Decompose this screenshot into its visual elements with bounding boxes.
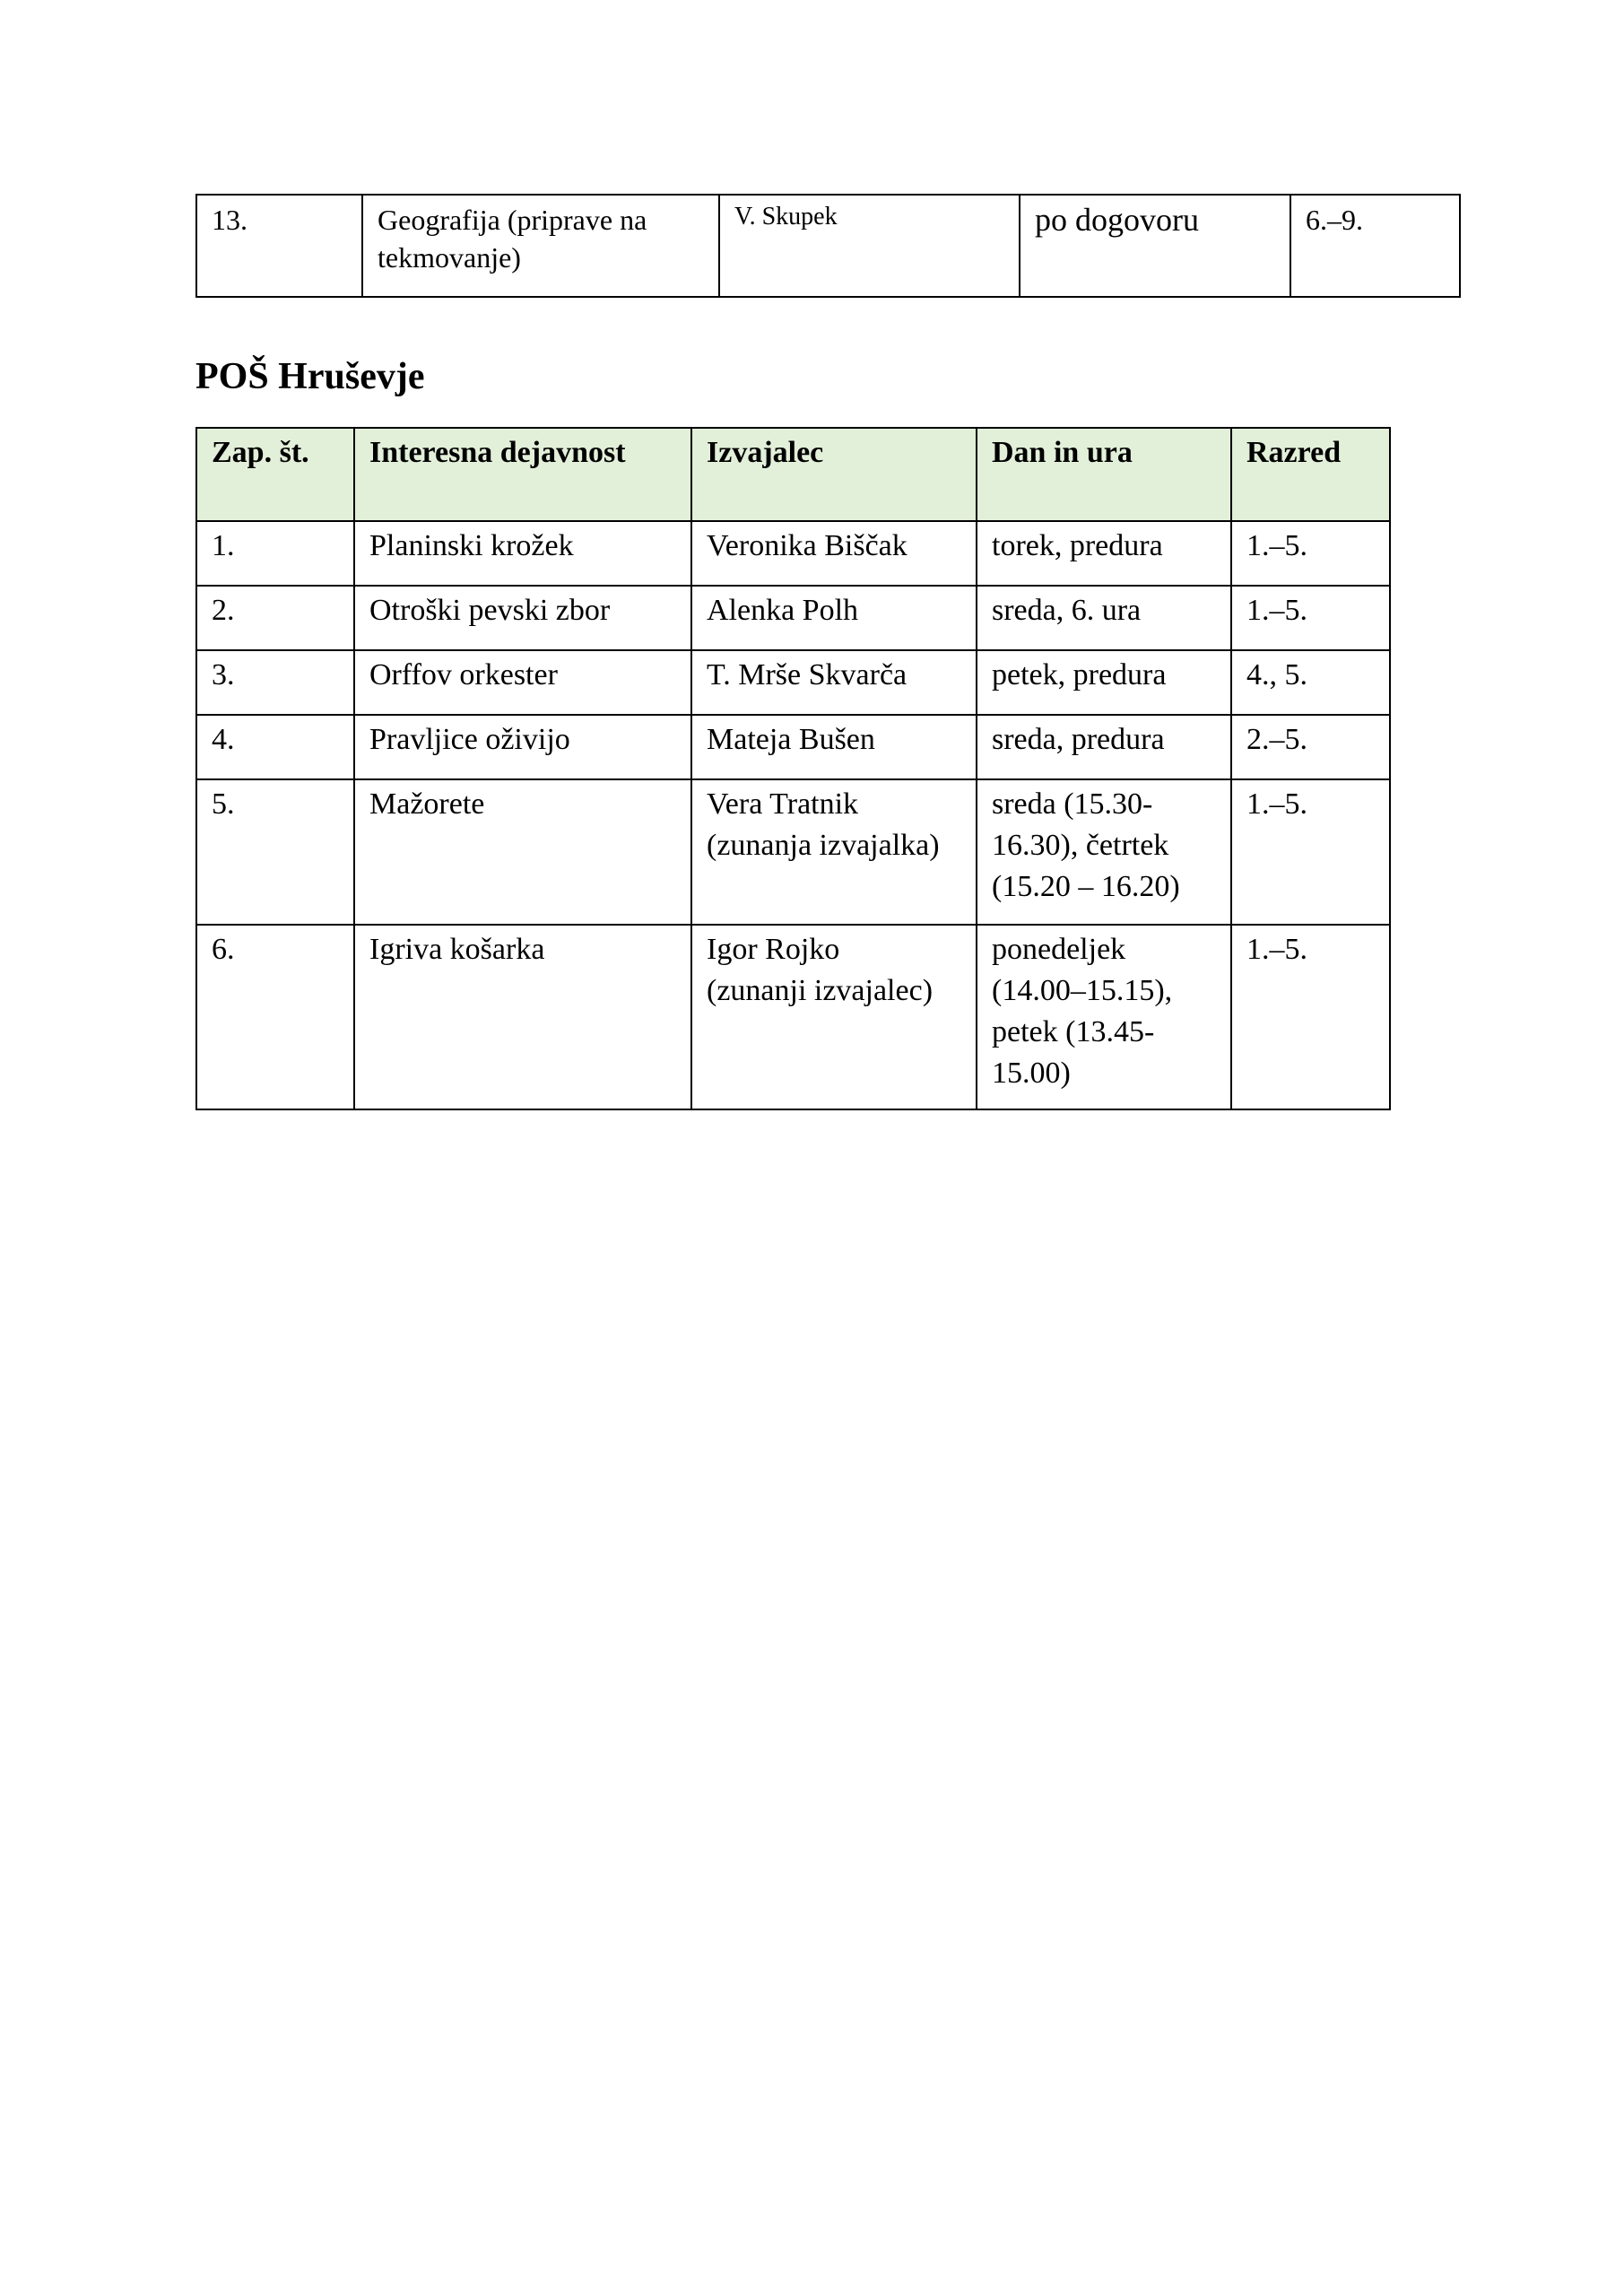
teacher-line: Alenka Polh <box>707 594 859 627</box>
schedule-line: petek, predura <box>992 658 1167 691</box>
schedule-line: ponedeljek <box>992 933 1126 966</box>
row-number: 3. <box>196 650 354 715</box>
column-header-schedule: Dan in ura <box>977 428 1231 521</box>
schedule <box>977 586 1231 650</box>
teacher-line: Vera Tratnik <box>707 787 859 821</box>
table-row <box>196 195 1460 297</box>
table-row <box>196 650 1390 715</box>
activity-line: tekmovanje) <box>378 241 521 274</box>
teacher-name: V. Skupek <box>719 195 1020 297</box>
grade: 6.–9. <box>1290 195 1460 297</box>
activity-name: Planinski krožek <box>354 521 691 586</box>
row-number: 5. <box>196 779 354 925</box>
row-number: 4. <box>196 715 354 779</box>
teacher-line: Igor Rojko <box>707 933 840 966</box>
grade: 1.–5. <box>1231 779 1390 925</box>
teacher-line: Veronika Biščak <box>707 529 908 562</box>
schedule-line: petek (13.45- <box>992 1015 1155 1048</box>
teacher-line: (zunanji izvajalec) <box>707 974 934 1007</box>
grade: 1.–5. <box>1231 586 1390 650</box>
schedule-line: torek, predura <box>992 529 1163 562</box>
schedule-line: (15.20 – 16.20) <box>992 870 1180 903</box>
activity-name: Orffov orkester <box>354 650 691 715</box>
table-row <box>196 715 1390 779</box>
row-number: 13. <box>196 195 362 297</box>
grade: 1.–5. <box>1231 521 1390 586</box>
column-header-number: Zap. št. <box>196 428 354 521</box>
schedule-line: (14.00–15.15), <box>992 974 1173 1007</box>
teacher-name <box>691 925 977 1109</box>
schedule <box>977 521 1231 586</box>
teacher-line: (zunanja izvajalka) <box>707 829 940 862</box>
table-row <box>196 586 1390 650</box>
teacher-name <box>691 521 977 586</box>
activity-name: Igriva košarka <box>354 925 691 1109</box>
row-number: 6. <box>196 925 354 1109</box>
schedule <box>977 925 1231 1109</box>
teacher-line: T. Mrše Skvarča <box>707 658 908 691</box>
grade: 4., 5. <box>1231 650 1390 715</box>
schedule-line: sreda (15.30- <box>992 787 1153 821</box>
teacher-name <box>691 715 977 779</box>
schedule-line: sreda, predura <box>992 723 1165 756</box>
grade: 1.–5. <box>1231 925 1390 1109</box>
schedule-line: sreda, 6. ura <box>992 594 1142 627</box>
schedule: po dogovoru <box>1020 195 1290 297</box>
column-header-teacher: Izvajalec <box>691 428 977 521</box>
column-header-activity: Interesna dejavnost <box>354 428 691 521</box>
table-header-row <box>196 428 1390 521</box>
schedule <box>977 779 1231 925</box>
column-header-grade: Razred <box>1231 428 1390 521</box>
grade: 2.–5. <box>1231 715 1390 779</box>
activity-line: Geografija (priprave na <box>378 204 647 236</box>
activity-name <box>362 195 719 297</box>
teacher-name <box>691 586 977 650</box>
activity-name: Mažorete <box>354 779 691 925</box>
activity-name: Otroški pevski zbor <box>354 586 691 650</box>
schedule-line: 16.30), četrtek <box>992 829 1169 862</box>
schedule <box>977 650 1231 715</box>
section-title: POŠ Hruševje <box>195 356 425 397</box>
teacher-name <box>691 650 977 715</box>
schedule <box>977 715 1231 779</box>
schedule-line: 15.00) <box>992 1057 1071 1090</box>
table-row <box>196 779 1390 925</box>
teacher-line: Mateja Bušen <box>707 723 875 756</box>
previous-activities-table <box>195 194 1461 298</box>
activities-table <box>195 427 1391 1110</box>
row-number: 1. <box>196 521 354 586</box>
table-row <box>196 521 1390 586</box>
teacher-name <box>691 779 977 925</box>
activity-name: Pravljice oživijo <box>354 715 691 779</box>
row-number: 2. <box>196 586 354 650</box>
table-row <box>196 925 1390 1109</box>
